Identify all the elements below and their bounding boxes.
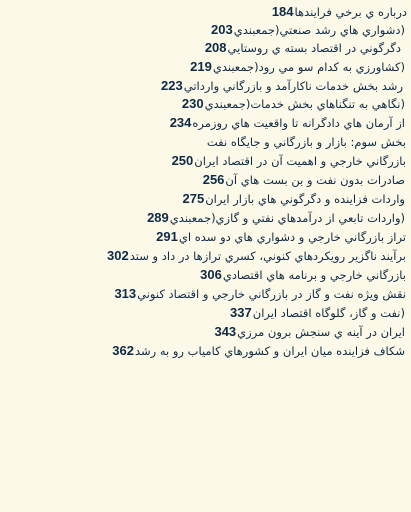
toc-entry-title: (واردات تابعي از درآمدهاي نفتي و گازي(جمعبندي [169,211,405,225]
toc-entry-title: برآيند ناگزير رويكردهاي كنوني، كسري ترازها در داد و ستد [129,249,406,263]
toc-entry-title: بخش سوم: بازار و بازرگاني و جايگاه نفت [206,135,406,149]
toc-entry [4,228,406,246]
toc-entry-page: 291 [156,229,178,244]
toc-entry [4,152,406,170]
toc-entry [4,95,405,113]
toc-entry-page: 362 [112,343,134,358]
toc-entry-title: بازرگاني خارجي و برنامه هاي اقتصادي [222,268,406,282]
toc-entry-title: نقش ويژه نفت و گاز در بازرگاني خارجي و اقتصاد كنوني [137,287,406,301]
toc-entry-page: 203 [210,22,233,37]
toc-entry-title: (دشواري هاي رشد صنعتي(جمعبندي [233,23,405,37]
toc-entry-title: شكاف فزاينده ميان ايران و كشورهاي كامياب رو به رشد [134,344,405,358]
toc-entry-title: ايران در آينه ي سنجش برون مرزي [237,325,405,339]
toc-entry [4,171,405,189]
toc-entry [4,342,405,360]
toc-section-heading [4,133,406,151]
toc-entry-page: 313 [114,286,137,301]
toc-entry-page: 234 [169,115,192,130]
toc-entry-page: 337 [230,305,252,320]
toc-entry [4,285,406,303]
toc-entry [4,3,407,21]
toc-entry-page: 219 [190,59,212,74]
toc-entry-page: 230 [181,96,204,111]
toc-entry-page: 306 [200,267,222,282]
toc-entry-title: دگرگوني در اقتصاد بسته ي روستايي [227,41,401,55]
toc-entry-title: درباره ي برخي فرايندها [294,5,407,19]
toc-entry-page: 275 [182,191,205,206]
toc-entry-title: (نگاهي به تنگناهاي بخش خدمات(جمعبندي [204,97,405,111]
toc-entry-page: 256 [202,172,225,187]
toc-entry [4,114,405,132]
toc-entry [4,39,401,57]
toc-entry-title: تراز بازرگاني خارجي و دشواري هاي دو سده اي [178,230,406,244]
toc-entry [4,77,403,95]
toc-entry-page: 289 [147,210,169,225]
toc-entry-title: صادرات بدون نفت و بن بست هاي آن [225,173,405,187]
toc-entry [4,190,405,208]
toc-entry-page: 184 [271,4,294,19]
toc-entry [4,266,406,284]
toc-entry-title: (نفت و گاز، گلوگاه اقتصاد ايران [252,306,405,320]
toc-entry [4,247,406,265]
toc-entry-title: از آرمان هاي دادگرانه تا واقعيت هاي روزمره [192,116,405,130]
toc-entry [4,21,405,39]
toc-entry [4,323,405,341]
toc-entry-title: رشد بخش خدمات ناكارآمد و بازرگاني وارداتي [183,79,403,93]
toc-entry-page: 223 [161,78,183,93]
toc-entry-title: واردات فزاينده و دگرگوني هاي بازار ايران [205,192,405,206]
toc-entry-title: بازرگاني خارجي و اهميت آن در اقتصاد ايران [194,154,406,168]
toc-entry-title: (كشاورزي به كدام سو مي رود(جمعبندي [212,60,405,74]
toc-entry-page: 208 [204,40,227,55]
toc-entry [4,304,405,322]
toc-entry-page: 302 [107,248,129,263]
toc-entry-page: 250 [171,153,194,168]
toc-entry [4,209,405,227]
toc-entry-page: 343 [214,324,237,339]
toc-entry [4,58,405,76]
